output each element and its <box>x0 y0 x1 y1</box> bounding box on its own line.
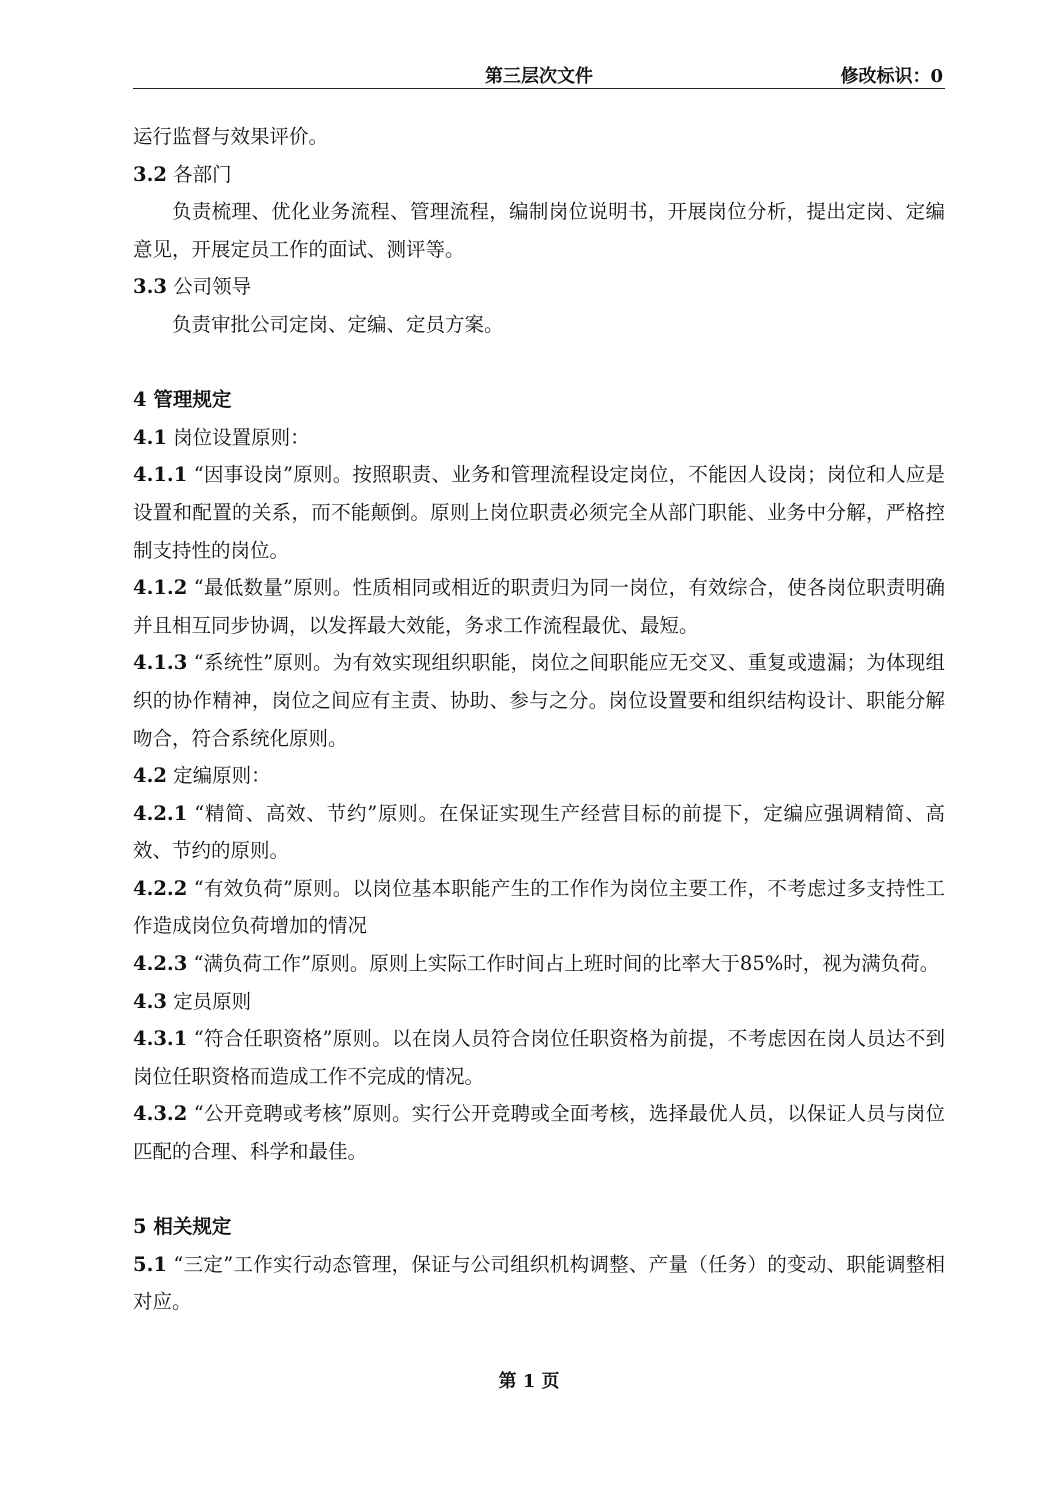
clause-number: 3.2 <box>133 162 167 186</box>
paragraph: 4.2.2 “有效负荷”原则。以岗位基本职能产生的工作作为岗位主要工作，不考虑过多支持性工作造成岗位负荷增加的情况 <box>133 876 945 938</box>
page-header <box>133 58 945 89</box>
clause-number: 4.2.2 <box>133 876 188 900</box>
clause-number: 4.2.3 <box>133 952 188 976</box>
clause-number: 4.1.3 <box>133 651 188 675</box>
clause-number: 4.1 <box>133 425 167 449</box>
clause-number: 4.2.1 <box>133 801 188 825</box>
clause-number: 4.3 <box>133 989 167 1013</box>
section-heading: 4 管理规定 <box>133 388 232 412</box>
clause-number: 5.1 <box>133 1252 167 1276</box>
document-level: 第三层次文件 <box>485 66 593 87</box>
paragraph: 3.3 公司领导 <box>133 275 252 299</box>
revision-mark: 修改标识：0 <box>840 66 943 87</box>
spacer <box>133 1171 945 1209</box>
paragraph: 3.2 各部门 <box>133 162 232 186</box>
clause-number: 4.3.2 <box>133 1102 188 1126</box>
document-body <box>133 118 945 1321</box>
clause-number: 4.1.2 <box>133 576 188 600</box>
paragraph: 4.2.1 “精简、高效、节约”原则。在保证实现生产经营目标的前提下，定编应强调精简、高效、节约的原则。 <box>133 801 945 863</box>
paragraph: 负责审批公司定岗、定编、定员方案。 <box>172 312 504 336</box>
paragraph: 4.1.3 “系统性”原则。为有效实现组织职能，岗位之间职能应无交叉、重复或遗漏；为体现组织的协作精神，岗位之间应有主责、协助、参与之分。岗位设置要和组织结构设计、职能分解吻合，符合系统化原则。 <box>133 651 945 750</box>
paragraph: 运行监督与效果评价。 <box>133 125 329 148</box>
page-number: 第 1 页 <box>498 1371 560 1392</box>
paragraph: 4.3 定员原则 <box>133 989 252 1013</box>
paragraph: 4.1.2 “最低数量”原则。性质相同或相近的职责归为同一岗位，有效综合，使各岗位职责明确并且相互同步协调，以发挥最大效能，务求工作流程最优、最短。 <box>133 576 945 637</box>
spacer <box>133 344 945 382</box>
paragraph: 负责梳理、优化业务流程、管理流程，编制岗位说明书，开展岗位分析，提出定岗、定编意见，开展定员工作的面试、测评等。 <box>133 200 945 261</box>
clause-number: 4.3.1 <box>133 1027 188 1051</box>
clause-number: 4.2 <box>133 764 167 788</box>
paragraph: 4.2 定编原则： <box>133 764 271 788</box>
paragraph: 4.2.3 “满负荷工作”原则。原则上实际工作时间占上班时间的比率大于85%时，视为满负荷。 <box>133 952 940 976</box>
paragraph: 4.1 岗位设置原则： <box>133 425 310 449</box>
paragraph: 4.3.2 “公开竞聘或考核”原则。实行公开竞聘或全面考核，选择最优人员，以保证人员与岗位匹配的合理、科学和最佳。 <box>133 1102 945 1164</box>
paragraph: 5.1 “三定”工作实行动态管理，保证与公司组织机构调整、产量（任务）的变动、职能调整相对应。 <box>133 1252 945 1314</box>
clause-number: 4.1.1 <box>133 463 188 487</box>
section-heading: 5 相关规定 <box>133 1215 232 1239</box>
clause-number: 3.3 <box>133 275 167 299</box>
paragraph: 4.3.1 “符合任职资格”原则。以在岗人员符合岗位任职资格为前提，不考虑因在岗人员达不到岗位任职资格而造成工作不完成的情况。 <box>133 1027 945 1088</box>
paragraph: 4.1.1 “因事设岗”原则。按照职责、业务和管理流程设定岗位，不能因人设岗；岗位和人应是设置和配置的关系，而不能颠倒。原则上岗位职责必须完全从部门职能、业务中分解，严格控制支持性的岗位。 <box>133 463 945 562</box>
